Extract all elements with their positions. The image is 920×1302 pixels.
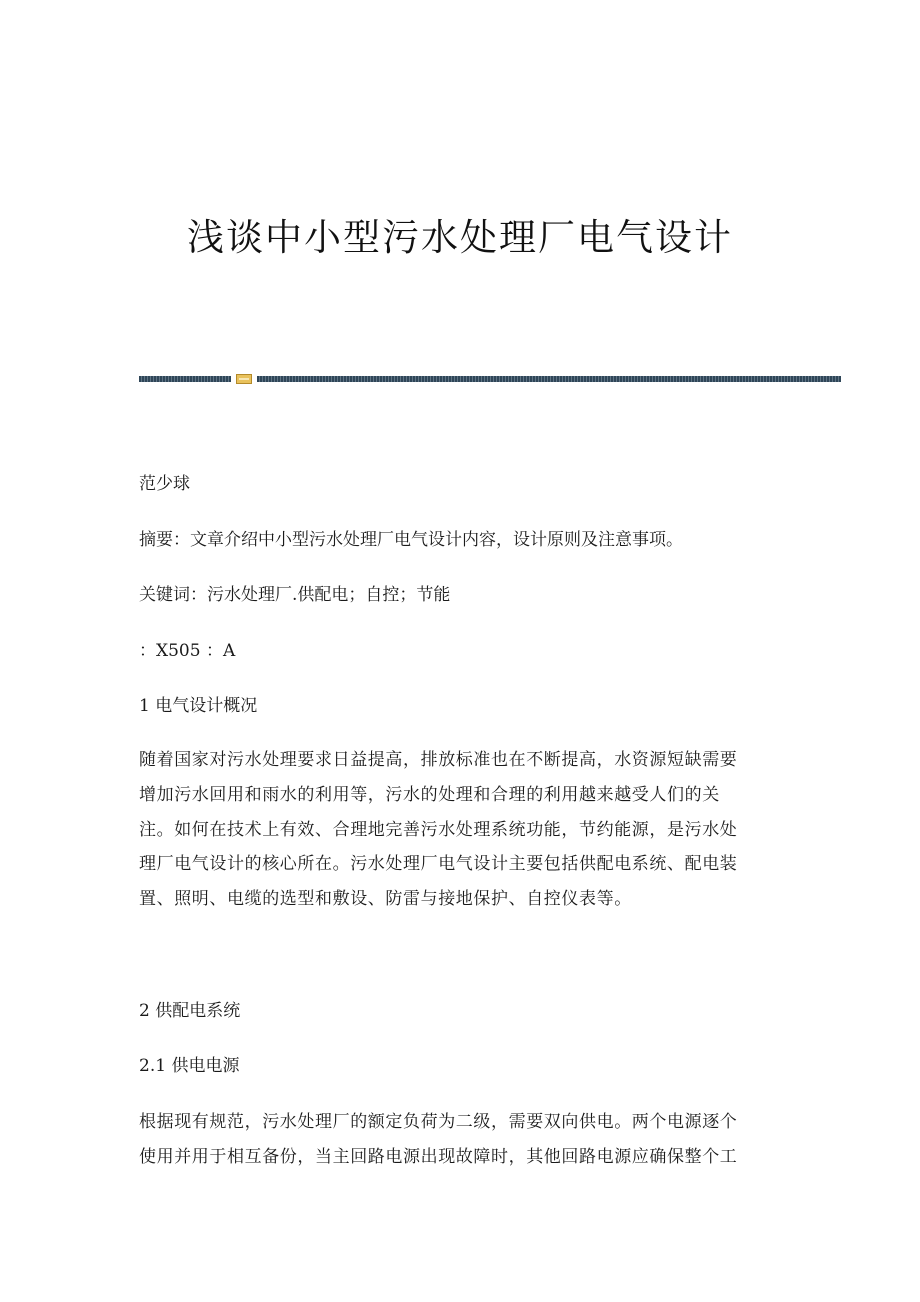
title-divider xyxy=(139,372,841,386)
abstract: 摘要：文章介绍中小型污水处理厂电气设计内容，设计原则及注意事项。 xyxy=(139,530,683,550)
author-name: 范少球 xyxy=(139,474,190,494)
section-1-paragraph xyxy=(139,743,779,917)
paragraph-line: 置、照明、电缆的选型和敷设、防雷与接地保护、自控仪表等。 xyxy=(139,889,632,910)
paragraph-line: 注。如何在技术上有效、合理地完善污水处理系统功能，节约能源，是污水处 xyxy=(139,819,738,840)
document-title: 浅谈中小型污水处理厂电气设计 xyxy=(187,216,733,259)
divider-bar-right xyxy=(257,376,841,382)
section-2-1-paragraph xyxy=(139,1105,779,1175)
keywords: 关键词：污水处理厂.供配电；自控；节能 xyxy=(139,585,451,605)
section-heading-1: 1 电气设计概况 xyxy=(139,696,258,716)
paragraph-line: 增加污水回用和雨水的利用等，污水的处理和合理的利用越来越受人们的关 xyxy=(139,784,720,805)
section-heading-2: 2 供配电系统 xyxy=(139,1001,241,1021)
section-heading-2-1: 2.1 供电电源 xyxy=(139,1056,240,1076)
paragraph-line: 随着国家对污水处理要求日益提高，排放标准也在不断提高，水资源短缺需要 xyxy=(139,750,738,770)
paragraph-line: 根据现有规范，污水处理厂的额定负荷为二级，需要双向供电。两个电源逐个 xyxy=(139,1112,738,1132)
paragraph-line: 使用并用于相互备份，当主回路电源出现故障时，其他回路电源应确保整个工 xyxy=(139,1146,738,1167)
divider-ornament-icon xyxy=(236,374,252,384)
classification-code: ：X505 ：A xyxy=(139,641,236,661)
divider-bar-left xyxy=(139,376,231,382)
paragraph-line: 理厂电气设计的核心所在。污水处理厂电气设计主要包括供配电系统、配电装 xyxy=(139,854,738,875)
